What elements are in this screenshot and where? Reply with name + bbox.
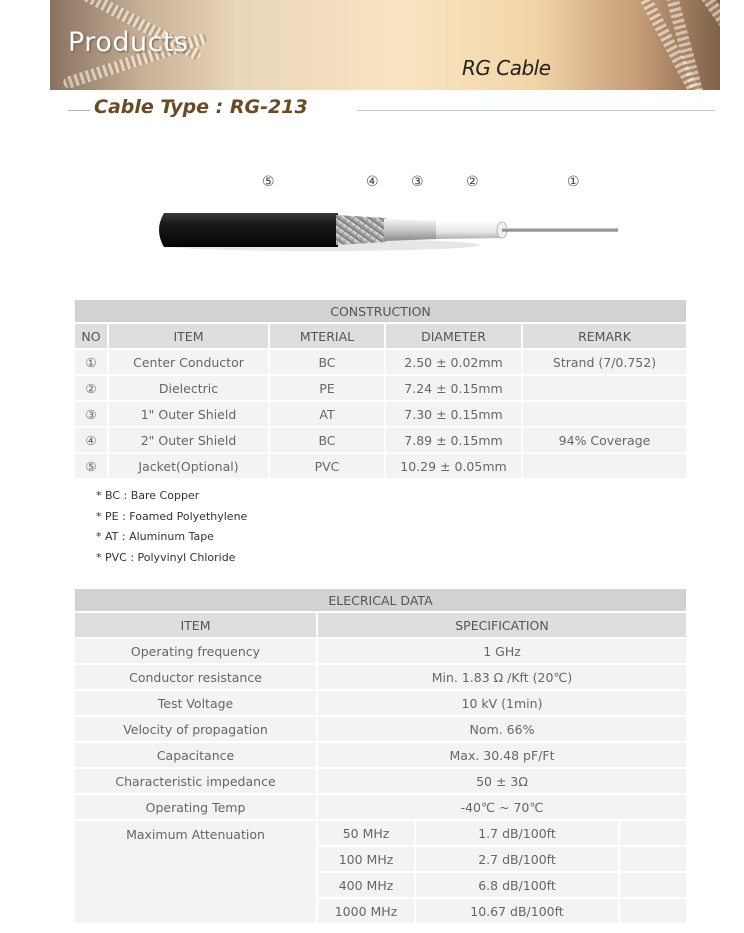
- row-number: ③: [75, 402, 109, 428]
- title-rule-left: [68, 110, 90, 111]
- row-material: AT: [270, 402, 386, 428]
- layer-number-1: ①: [567, 174, 580, 190]
- banner-title: Products: [68, 27, 189, 58]
- row-number: ④: [75, 428, 109, 454]
- layer-number-5: ⑤: [262, 174, 275, 190]
- row-item: Operating Temp: [75, 795, 318, 821]
- col-header-remark: REMARK: [523, 324, 688, 350]
- dielectric-layer: [436, 221, 502, 239]
- table-row: [75, 665, 688, 691]
- electrical-data-table: [75, 589, 688, 925]
- note-line: * AT : Aluminum Tape: [96, 530, 214, 543]
- attenuation-frequency: 50 MHz: [318, 821, 416, 847]
- row-material: BC: [270, 350, 386, 376]
- attenuation-value: 2.7 dB/100ft: [416, 847, 620, 873]
- attenuation-value: 1.7 dB/100ft: [416, 821, 620, 847]
- table-row: [75, 454, 688, 480]
- row-spec: -40℃ ~ 70℃: [318, 795, 688, 821]
- construction-title: CONSTRUCTION: [75, 300, 688, 324]
- col-header-diameter: DIAMETER: [386, 324, 523, 350]
- row-number: ①: [75, 350, 109, 376]
- col-header-material: MTERIAL: [270, 324, 386, 350]
- row-remark: [523, 454, 688, 480]
- attenuation-blank-cell: [620, 899, 688, 925]
- row-spec: Nom. 66%: [318, 717, 688, 743]
- attenuation-blank-cell: [620, 821, 688, 847]
- row-number: ⑤: [75, 454, 109, 480]
- row-material: BC: [270, 428, 386, 454]
- attenuation-value: 10.67 dB/100ft: [416, 899, 620, 925]
- attenuation-value: 6.8 dB/100ft: [416, 873, 620, 899]
- cable-type-title: Cable Type : RG-213: [94, 96, 308, 118]
- table-row: [75, 639, 688, 665]
- row-material: PVC: [270, 454, 386, 480]
- col-header-specification: SPECIFICATION: [318, 613, 688, 639]
- row-remark: [523, 376, 688, 402]
- row-spec: Min. 1.83 Ω /Kft (20℃): [318, 665, 688, 691]
- note-line: * BC : Bare Copper: [96, 489, 200, 502]
- jacket-layer: [159, 213, 338, 247]
- row-spec: 1 GHz: [318, 639, 688, 665]
- layer-number-4: ④: [366, 174, 379, 190]
- table-row: [75, 743, 688, 769]
- table-row: [75, 769, 688, 795]
- table-row: [75, 376, 688, 402]
- products-banner: [50, 0, 720, 90]
- attenuation-frequency: 100 MHz: [318, 847, 416, 873]
- row-item: Velocity of propagation: [75, 717, 318, 743]
- row-spec: Max. 30.48 pF/Ft: [318, 743, 688, 769]
- table-row: [75, 402, 688, 428]
- attenuation-frequency: 400 MHz: [318, 873, 416, 899]
- row-material: PE: [270, 376, 386, 402]
- braid-shield-layer: [336, 215, 386, 245]
- attenuation-row: [75, 821, 688, 847]
- col-header-no: NO: [75, 324, 109, 350]
- layer-number-3: ③: [411, 174, 424, 190]
- table-row: [75, 691, 688, 717]
- row-item: Jacket(Optional): [109, 454, 270, 480]
- row-diameter: 7.24 ± 0.15mm: [386, 376, 523, 402]
- row-diameter: 7.89 ± 0.15mm: [386, 428, 523, 454]
- attenuation-frequency: 1000 MHz: [318, 899, 416, 925]
- row-spec: 50 ± 3Ω: [318, 769, 688, 795]
- col-header-item: ITEM: [109, 324, 270, 350]
- row-item: 1" Outer Shield: [109, 402, 270, 428]
- foil-shield-layer: [384, 219, 438, 241]
- row-item: Test Voltage: [75, 691, 318, 717]
- row-item: Dielectric: [109, 376, 270, 402]
- row-diameter: 10.29 ± 0.05mm: [386, 454, 523, 480]
- row-diameter: 7.30 ± 0.15mm: [386, 402, 523, 428]
- table-row: [75, 717, 688, 743]
- row-item: Capacitance: [75, 743, 318, 769]
- table-row: [75, 795, 688, 821]
- abbreviation-notes: [96, 486, 247, 568]
- table-row: [75, 350, 688, 376]
- row-item: Conductor resistance: [75, 665, 318, 691]
- electrical-title: ELECRICAL DATA: [75, 589, 688, 613]
- layer-number-2: ②: [466, 174, 479, 190]
- title-rule-right: [357, 110, 715, 111]
- note-line: * PVC : Polyvinyl Chloride: [96, 550, 236, 564]
- center-conductor: [502, 228, 618, 232]
- row-remark: 94% Coverage: [523, 428, 688, 454]
- attenuation-blank-cell: [620, 847, 688, 873]
- banner-subtitle: RG Cable: [462, 56, 551, 80]
- note-line: * PE : Foamed Polyethylene: [96, 509, 248, 523]
- row-spec: 10 kV (1min): [318, 691, 688, 717]
- row-diameter: 2.50 ± 0.02mm: [386, 350, 523, 376]
- row-item: 2" Outer Shield: [109, 428, 270, 454]
- table-row: [75, 428, 688, 454]
- row-remark: Strand (7/0.752): [523, 350, 688, 376]
- cable-illustration: [150, 205, 630, 255]
- row-item: Characteristic impedance: [75, 769, 318, 795]
- row-number: ②: [75, 376, 109, 402]
- attenuation-label: Maximum Attenuation: [75, 821, 318, 925]
- col-header-item: ITEM: [75, 613, 318, 639]
- construction-table: [75, 300, 688, 480]
- row-item: Operating frequency: [75, 639, 318, 665]
- attenuation-blank-cell: [620, 873, 688, 899]
- row-item: Center Conductor: [109, 350, 270, 376]
- row-remark: [523, 402, 688, 428]
